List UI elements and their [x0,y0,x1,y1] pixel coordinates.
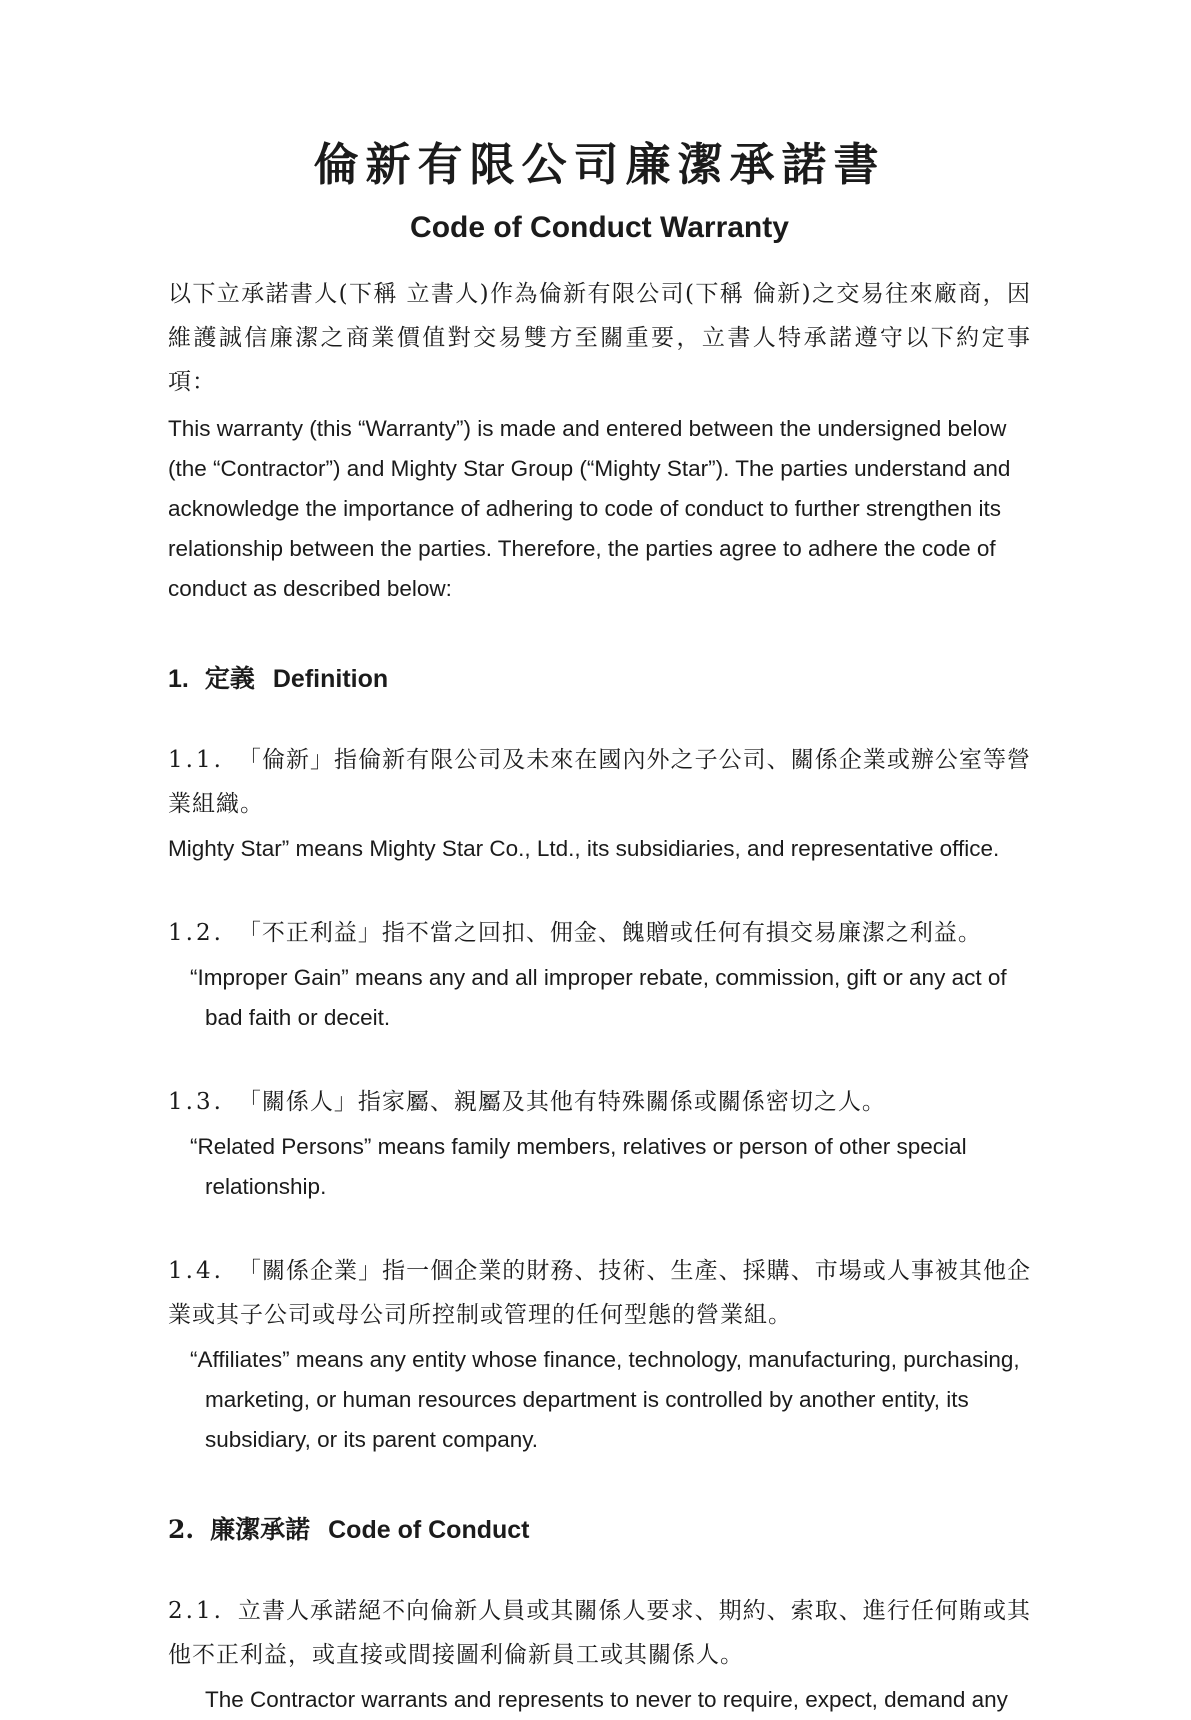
section-2-title-cjk: 廉潔承諾 [210,1515,311,1544]
clause-1-4-number: 1.4. [168,1258,224,1284]
section-2-number: 2. [168,1515,195,1544]
document-title-cjk: 倫新有限公司廉潔承諾書 [313,138,886,191]
intro-paragraph-en: This warranty (this “Warranty”) is made and entered between the undersigned below (the “Contractor”) and Mighty Star Group (“Mighty Star”). The parties understand and acknowledge the importance of adhering to code of conduct to further strengthen its relationship between the parties. Therefore, the parties agree to adhere the code of conduct as described below: [168,416,1011,601]
clause-1-4-text-en: “Affiliates” means any entity whose finance, technology, manufacturing, purchasing, marketing, or human resources department is controlled by another entity, its subsidiary, or its parent company. [190,1347,1020,1452]
clause-1-3-cjk [168,1080,1031,1124]
clause-1-1-text-en: Mighty Star” means Mighty Star Co., Ltd., its subsidiaries, and representative office. [168,836,1000,861]
clause-1-3-number: 1.3. [168,1089,224,1115]
clause-2-1-text-en: The Contractor warrants and represents to never to require, expect, demand any [205,1687,1008,1712]
intro-paragraph-cjk: 以下立承諾書人(下稱 立書人)作為倫新有限公司(下稱 倫新)之交易往來廠商，因維護誠信廉潔之商業價值對交易雙方至關重要，立書人特承諾遵守以下約定事項： [168,281,1031,395]
clause-1-4-text-cjk: 「關係企業」指一個企業的財務、技術、生產、採購、市場或人事被其他企業或其子公司或母公司所控制或管理的任何型態的營業組。 [168,1258,1031,1328]
section-2-title-en: Code of Conduct [328,1516,530,1544]
clause-1-4-cjk [168,1249,1031,1337]
section-1-heading [168,663,1031,696]
section-1-title-cjk: 定義 [204,664,255,693]
section-2-heading [168,1514,1031,1547]
clause-2-1-number: 2.1. [168,1598,224,1624]
clause-1-3-text-cjk: 「關係人」指家屬、親屬及其他有特殊關係或關係密切之人。 [237,1089,886,1115]
section-1-number: 1. [168,665,189,693]
clause-2-1 [168,1589,1031,1720]
clause-1-2-text-en: “Improper Gain” means any and all improper rebate, commission, gift or any act of bad faith or deceit. [190,965,1007,1030]
clause-2-1-text-cjk: 立書人承諾絕不向倫新人員或其關係人要求、期約、索取、進行任何賄或其他不正利益，或直接或間接圖利倫新員工或其關係人。 [168,1598,1031,1668]
document-title-en: Code of Conduct Warranty [410,211,789,244]
section-1-title-en: Definition [272,665,389,693]
clause-1-1 [168,738,1031,869]
clause-1-2 [168,911,1031,1038]
clause-1-3 [168,1080,1031,1207]
clause-1-1-cjk [168,738,1031,826]
clause-1-4 [168,1249,1031,1460]
clause-1-1-number: 1.1. [168,747,224,773]
clause-1-1-text-cjk: 「倫新」指倫新有限公司及未來在國內外之子公司、關係企業或辦公室等營業組織。 [168,747,1031,817]
clause-1-2-cjk [168,911,1031,955]
clause-1-2-text-cjk: 「不正利益」指不當之回扣、佣金、餽贈或任何有損交易廉潔之利益。 [237,920,982,946]
clause-2-1-cjk [168,1589,1031,1677]
clause-1-3-text-en: “Related Persons” means family members, relatives or person of other special relationship. [190,1134,967,1199]
clause-1-2-number: 1.2. [168,920,224,946]
